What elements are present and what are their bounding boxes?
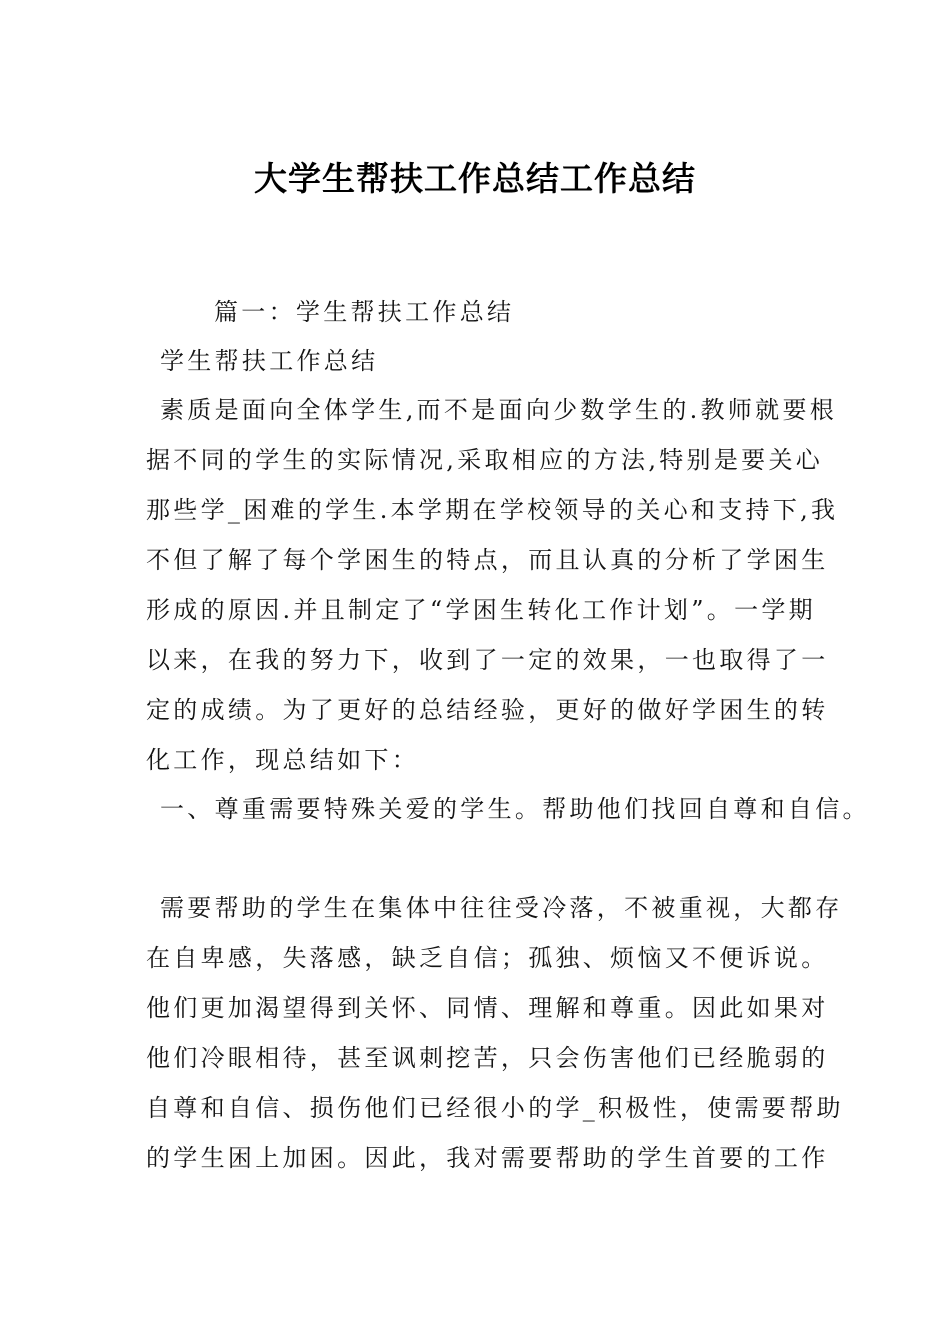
paragraph-line: 那些学_困难的学生.本学期在学校领导的关心和支持下,我 <box>146 496 839 524</box>
paragraph-line: 的学生困上加困。因此，我对需要帮助的学生首要的工作 <box>146 1144 829 1172</box>
paragraph-line: 以来，在我的努力下，收到了一定的效果，一也取得了一 <box>146 646 829 674</box>
paragraph-line: 他们冷眼相待，甚至讽刺挖苦，只会伤害他们已经脆弱的 <box>146 1044 829 1072</box>
paragraph-line: 定的成绩。为了更好的总结经验，更好的做好学困生的转 <box>146 696 829 724</box>
section-heading: 篇一：学生帮扶工作总结 <box>214 298 515 326</box>
paragraph-line: 自尊和自信、损伤他们已经很小的学_积极性，使需要帮助 <box>146 1094 844 1122</box>
paragraph-line: 他们更加渴望得到关怀、同情、理解和尊重。因此如果对 <box>146 994 829 1022</box>
paragraph-line: 素质是面向全体学生,而不是面向少数学生的.教师就要根 <box>160 396 838 424</box>
paragraph-line: 据不同的学生的实际情况,采取相应的方法,特别是要关心 <box>146 446 824 474</box>
paragraph-line: 不但了解了每个学困生的特点，而且认真的分析了学困生 <box>146 546 829 574</box>
point-1-heading: 一、尊重需要特殊关爱的学生。帮助他们找回自尊和自信。 <box>160 795 870 823</box>
paragraph-line: 需要帮助的学生在集体中往往受冷落，不被重视，大都存 <box>160 894 843 922</box>
paragraph-line: 在自卑感，失落感，缺乏自信；孤独、烦恼又不便诉说。 <box>146 944 829 972</box>
document-title: 大学生帮扶工作总结工作总结 <box>254 159 696 198</box>
subheading: 学生帮扶工作总结 <box>160 347 379 375</box>
paragraph-line: 形成的原因.并且制定了“学困生转化工作计划”。一学期 <box>146 596 816 624</box>
paragraph-line: 化工作，现总结如下： <box>146 746 419 774</box>
